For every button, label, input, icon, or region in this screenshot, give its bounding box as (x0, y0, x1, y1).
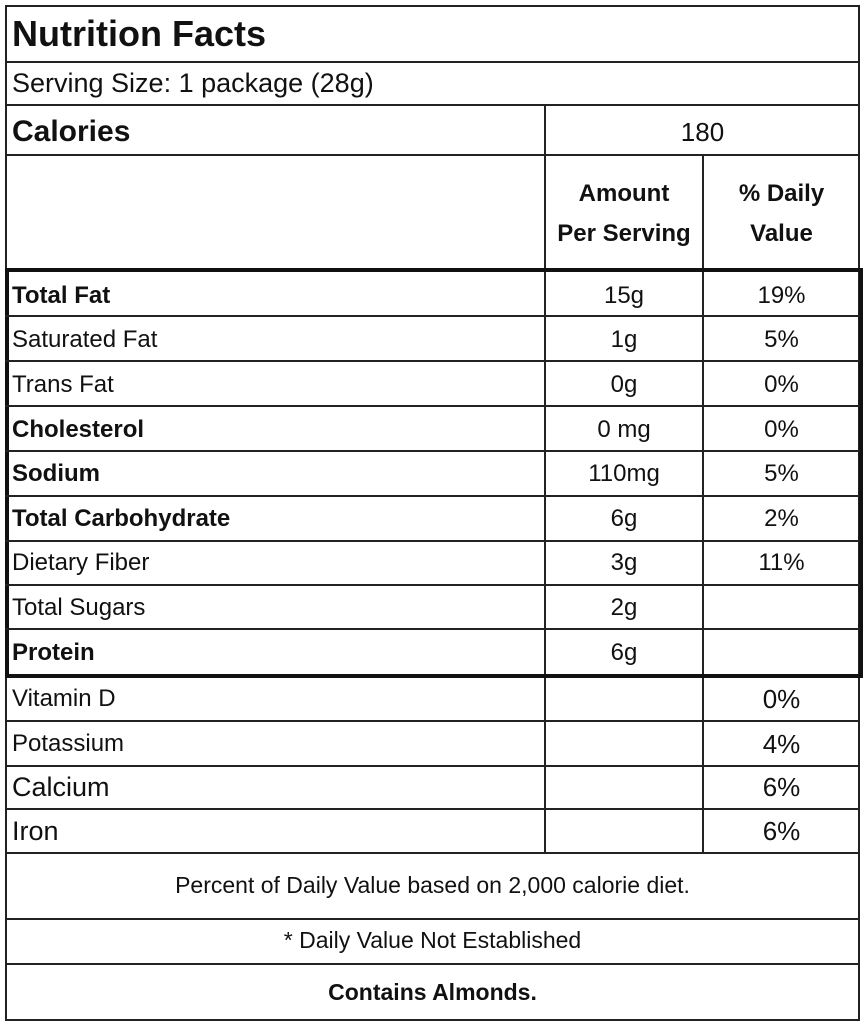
row-divider (5, 405, 860, 407)
nutrient-amount: 6g (610, 639, 638, 666)
row-divider (5, 360, 860, 362)
divider (5, 852, 860, 854)
amount-header-line2: Per Serving (557, 220, 691, 247)
nutrient-amount: 110mg (588, 460, 660, 487)
divider (5, 963, 860, 965)
serving-size: Serving Size: 1 package (28g) (12, 68, 374, 98)
vitamin-dv: 6% (762, 772, 801, 802)
row-divider (5, 584, 860, 586)
nutrient-amount: 0g (610, 371, 638, 398)
nutrient-amount: 2g (610, 594, 638, 621)
nutrient-name: Cholesterol (12, 416, 145, 443)
divider (5, 154, 860, 156)
daily-value-footnote: Percent of Daily Value based on 2,000 calorie diet. (175, 872, 690, 898)
vitamin-dv: 4% (762, 729, 801, 759)
nutrient-amount: 6g (610, 505, 638, 532)
row-divider (5, 628, 860, 630)
nutrient-name: Total Fat (12, 282, 111, 309)
label-title: Nutrition Facts (12, 13, 267, 54)
nutrient-dv: 2% (764, 505, 799, 532)
nutrient-name: Trans Fat (12, 371, 114, 398)
vitamin-name: Potassium (12, 730, 125, 757)
vitamin-dv: 0% (762, 684, 801, 714)
nutrient-dv: 0% (764, 416, 799, 443)
nutrient-dv: 0% (764, 371, 799, 398)
nutrient-amount: 15g (603, 282, 645, 309)
nutrient-dv: 5% (764, 460, 799, 487)
divider (5, 61, 860, 63)
row-divider (5, 450, 860, 452)
nutrient-amount: 1g (610, 326, 638, 353)
nutrient-name: Saturated Fat (12, 326, 158, 353)
vitamin-name: Calcium (12, 772, 110, 802)
vitamin-dv: 6% (762, 816, 801, 846)
nutrient-name: Total Carbohydrate (12, 505, 231, 532)
nutrient-dv: 19% (757, 282, 806, 309)
row-divider (5, 540, 860, 542)
divider (5, 104, 860, 106)
nutrient-dv: 11% (758, 549, 805, 576)
nutrient-dv: 5% (764, 326, 799, 353)
dv-header-line1: % Daily (738, 180, 825, 207)
nutrient-name: Protein (12, 639, 95, 666)
calories-value: 180 (680, 117, 725, 147)
vitamin-name: Vitamin D (12, 685, 116, 712)
row-divider (5, 765, 860, 767)
nutrient-amount: 3g (610, 549, 638, 576)
row-divider (5, 808, 860, 810)
row-divider (5, 315, 860, 317)
nutrient-name: Dietary Fiber (12, 549, 150, 576)
row-divider (5, 720, 860, 722)
divider (5, 918, 860, 920)
row-divider (5, 495, 860, 497)
nutrient-name: Sodium (12, 460, 100, 487)
nutrient-amount: 0 mg (597, 416, 651, 443)
not-established-footnote: * Daily Value Not Established (283, 927, 582, 953)
calories-label: Calories (12, 115, 131, 148)
dv-header-line2: Value (750, 220, 813, 247)
vitamin-name: Iron (12, 816, 59, 846)
allergen-statement: Contains Almonds. (328, 979, 537, 1005)
nutrient-name: Total Sugars (12, 594, 146, 621)
amount-header-line1: Amount (578, 180, 670, 207)
